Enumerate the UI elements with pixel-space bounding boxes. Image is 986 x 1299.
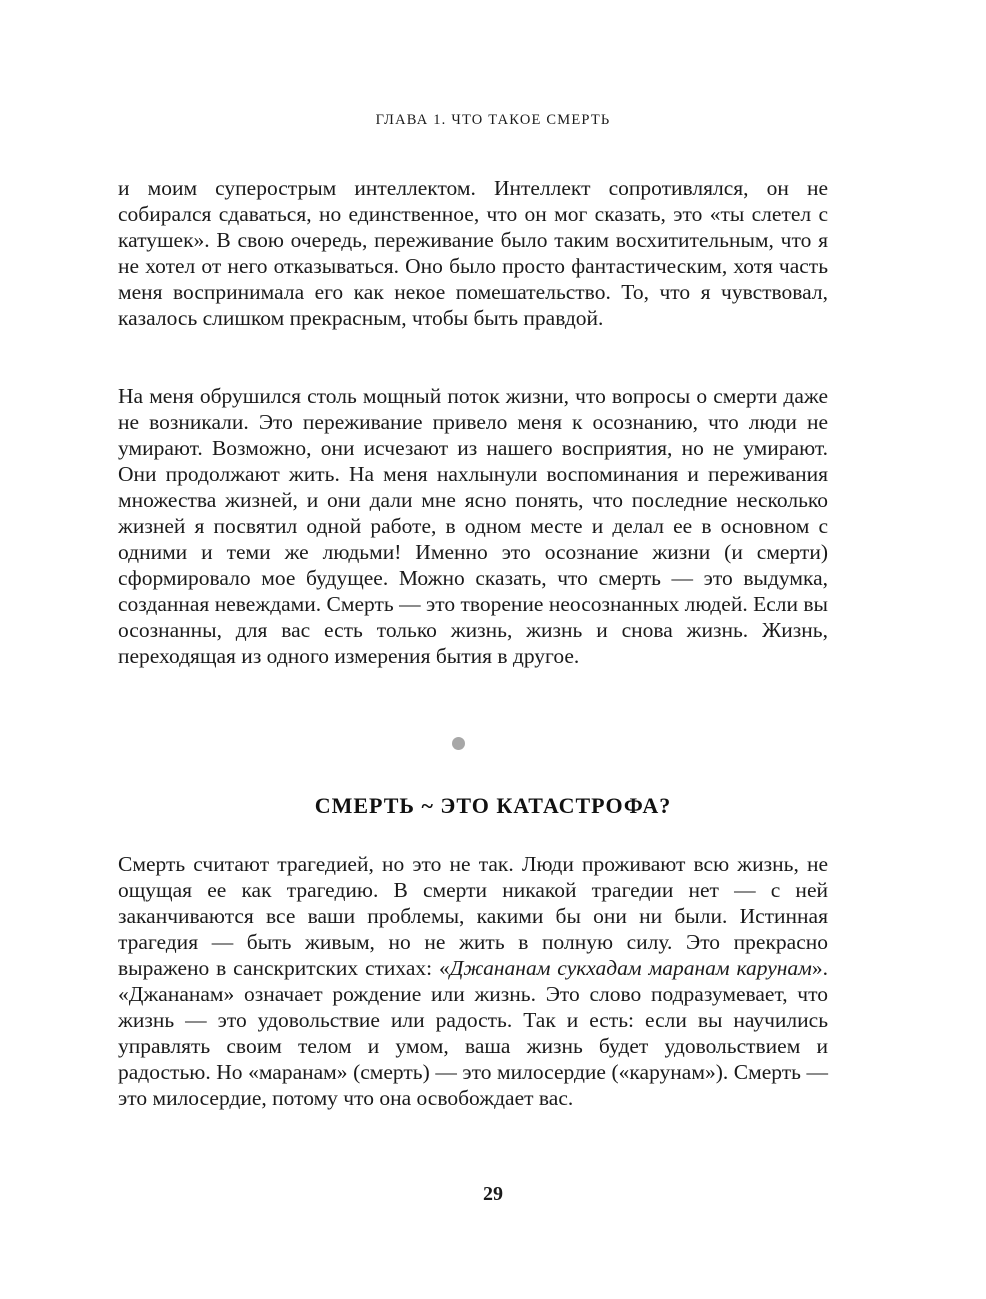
paragraph-3-text-start: Смерть считают трагедией, но это не так. Люди проживают всю жизнь, не ощущая ее как трагедию. В смерти никакой трагедии нет — с ней заканчиваются все ваши проблемы, какими бы они ни были. Истинная трагедия — быть живым, но не жить в полную силу. Это прекрасно выражено в санскритских стихах: « [118,852,828,980]
running-head: ГЛАВА 1. ЧТО ТАКОЕ СМЕРТЬ [375,112,611,128]
paragraph-3-text-end: ». «Джананам» означает рождение или жизнь. Это слово подразумевает, что жизнь — это удовольствие или радость. Так и есть: если вы научились управлять своим телом и умом, ваша жизнь будет удовольствием и радостью. Но «маранам» (смерть) — это милосердие («карунам»). Смерть — это милосердие, потому что она освобождает вас. [118,956,829,1110]
paragraph-1: и моим суперострым интеллектом. Интеллект сопротивлялся, он не собирался сдаваться, но единственное, что он мог сказать, это «ты слетел с катушек». В свою очередь, переживание было таким восхитительным, что я не хотел от него отказываться. Оно было просто фантастическим, хотя часть меня воспринимала его как некое помешательство. То, что я чувствовал, казалось слишком прекрасным, чтобы быть правдой. [118,176,828,330]
paragraph-2: На меня обрушился столь мощный поток жизни, что вопросы о смерти даже не возникали. Это переживание привело меня к осознанию, что люди не умирают. Возможно, они исчезают из нашего восприятия, но не умирают. Они продолжают жить. На меня нахлынули воспоминания и переживания множества жизней, и они дали мне ясно понять, что последние несколько жизней я посвятил одной работе, в одном месте и делал ее в основном с одними и теми же людьми! Именно это осознание жизни (и смерти) сформировало мое будущее. Можно сказать, что смерть — это выдумка, созданная невеждами. Смерть — это творение неосознанных людей. Если вы осознанны, для вас есть только жизнь, жизнь и снова жизнь. Жизнь, переходящая из одного измерения бытия в другое. [118,384,828,668]
section-heading: СМЕРТЬ ~ ЭТО КАТАСТРОФА? [314,793,672,818]
section-separator-dot [452,737,465,750]
paragraph-3 [118,851,828,1111]
page-number: 29 [483,1183,503,1205]
sanskrit-verse-italic: Джананам сукхадам маранам карунам [449,956,812,980]
